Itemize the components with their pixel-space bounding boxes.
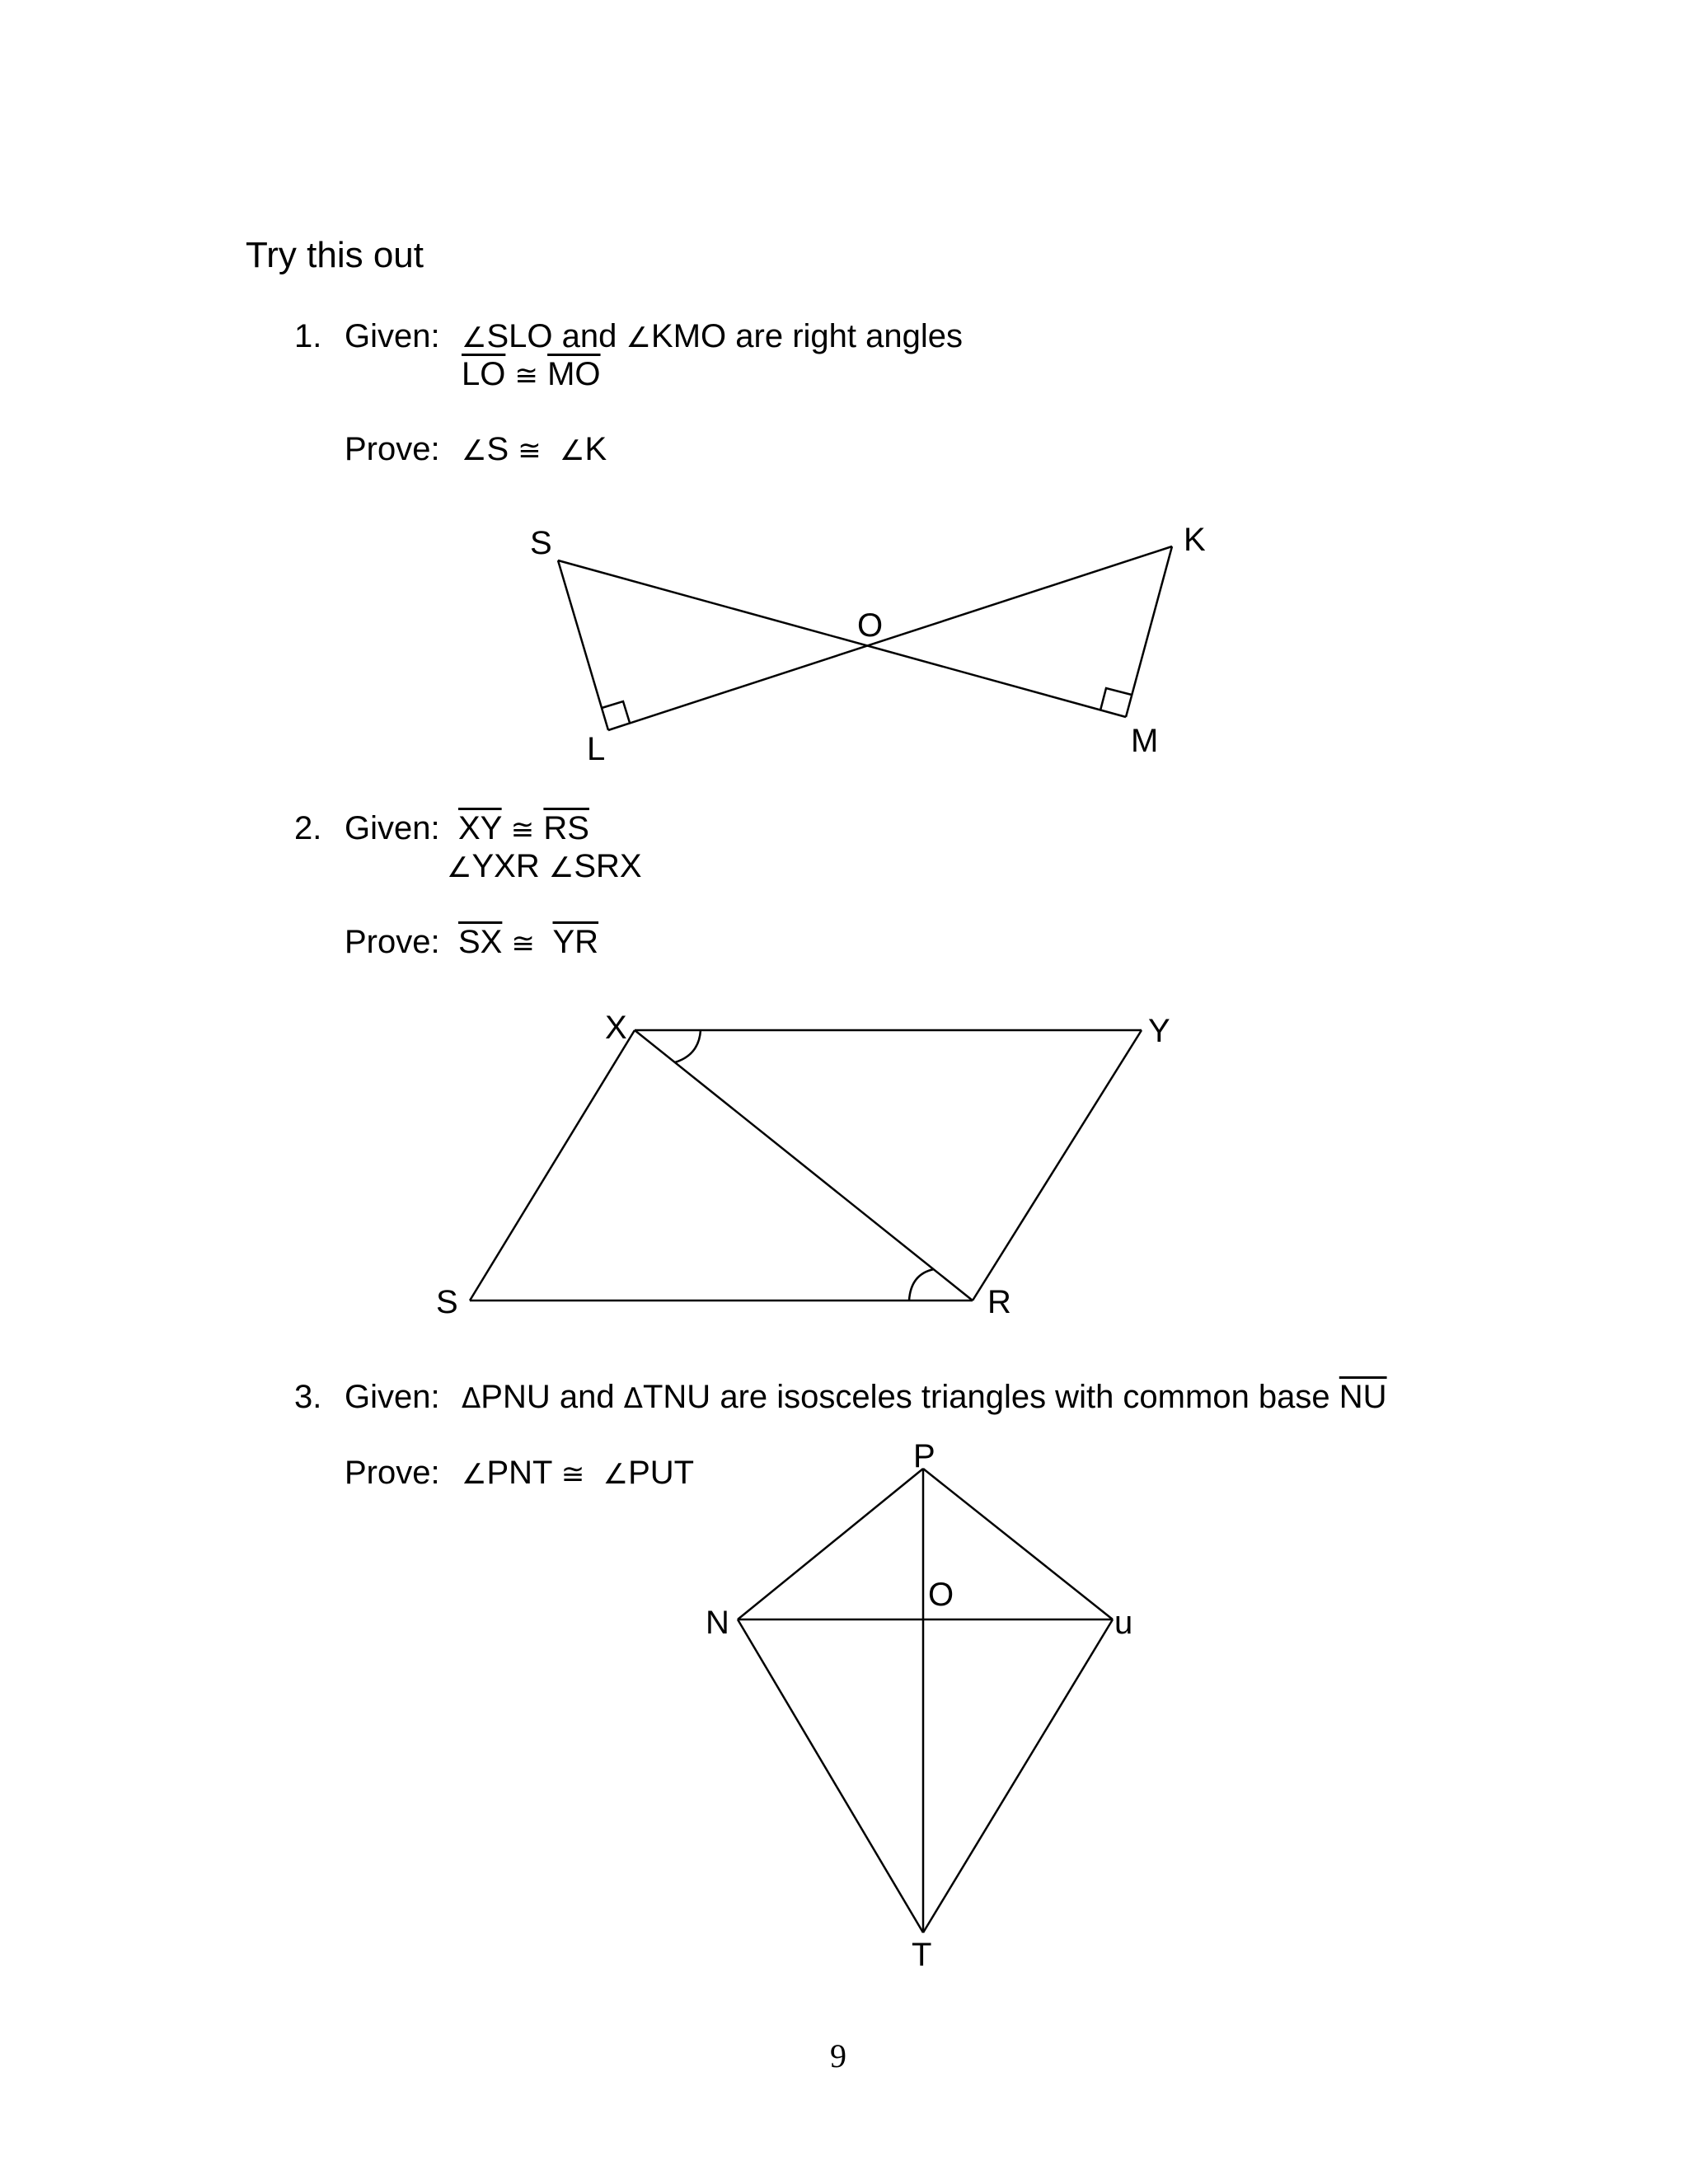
segment-k-m — [1126, 546, 1172, 717]
triangle-symbol: Δ — [462, 1382, 481, 1415]
congruent-symbol: ≅ — [511, 927, 535, 960]
vertex-label-s: S — [530, 525, 552, 561]
segment-n-t — [738, 1619, 923, 1933]
angle-symbol: ∠ — [560, 434, 585, 467]
vertex-label-s: S — [436, 1284, 458, 1320]
angle-symbol: ∠ — [462, 321, 487, 354]
problem-2-number: 2. — [294, 810, 322, 846]
angle-symbol: ∠ — [447, 851, 472, 884]
angle-s: S — [486, 431, 509, 467]
segment-mo: $\overline{MO}$ — [547, 356, 601, 392]
vertex-label-m: M — [1131, 723, 1159, 759]
problem-3-prove-label: Prove: — [345, 1455, 440, 1491]
segment-y-r — [973, 1030, 1142, 1301]
segment-lo: $\overline{LO}$ — [462, 356, 506, 392]
figure-2-parallelogram — [470, 1030, 1142, 1301]
problem-2-prove-label: Prove: — [345, 924, 440, 960]
angle-pnt: PNT — [486, 1455, 552, 1491]
vertex-label-l: L — [587, 731, 606, 767]
right-angle-marker-m — [1100, 688, 1132, 710]
vertex-label-y: Y — [1148, 1013, 1170, 1049]
given-tail: are right angles — [735, 318, 963, 354]
problem-3-number: 3. — [294, 1379, 322, 1415]
vertex-label-p: P — [913, 1438, 935, 1474]
congruent-symbol: ≅ — [518, 434, 542, 467]
conjunction: and — [559, 1379, 615, 1415]
segment-rs: $\overline{RS}$ — [543, 810, 589, 846]
figure-3-kite — [738, 1469, 1113, 1933]
page-number: 9 — [830, 2037, 846, 2074]
angle-slo: SLO — [486, 318, 553, 354]
angle-put: PUT — [628, 1455, 695, 1491]
vertex-label-r: R — [987, 1284, 1011, 1320]
angle-k: K — [584, 431, 607, 467]
angle-srx: SRX — [574, 848, 642, 884]
segment-sx: $\overline{SX}$ — [458, 924, 503, 960]
vertex-label-x: X — [605, 1010, 627, 1046]
angle-yxr: YXR — [471, 848, 540, 884]
vertex-label-u: u — [1114, 1605, 1133, 1641]
page-heading: Try this out — [246, 235, 424, 275]
angle-symbol: ∠ — [548, 851, 574, 884]
angle-symbol: ∠ — [626, 321, 652, 354]
vertex-label-o: O — [857, 607, 884, 644]
triangle-pnu: PNU — [481, 1379, 551, 1415]
angle-arc-yxr — [675, 1030, 701, 1062]
segment-xy: $\overline{XY}$ — [458, 810, 502, 846]
given-tail: are isosceles triangles with common base — [720, 1379, 1330, 1415]
angle-symbol: ∠ — [462, 1458, 487, 1491]
congruent-symbol: ≅ — [510, 813, 535, 846]
segment-s-l — [558, 560, 608, 730]
angle-symbol: ∠ — [603, 1458, 629, 1491]
segment-u-t — [923, 1619, 1113, 1933]
triangle-symbol: Δ — [623, 1382, 643, 1415]
diagonal-x-r — [635, 1030, 973, 1301]
segment-s-x — [470, 1030, 635, 1301]
segment-yr: $\overline{YR}$ — [552, 924, 599, 960]
problem-1-number: 1. — [294, 318, 322, 354]
vertex-label-t: T — [912, 1937, 932, 1973]
segment-p-n — [738, 1469, 923, 1619]
congruent-symbol: ≅ — [514, 359, 538, 392]
vertex-label-n: N — [706, 1605, 729, 1641]
vertex-label-k: K — [1184, 522, 1206, 558]
problem-2-given-label: Given: — [345, 810, 440, 846]
problem-3-given-label: Given: — [345, 1379, 440, 1415]
problem-1-given-label: Given: — [345, 318, 440, 354]
segment-l-k — [608, 546, 1172, 730]
congruent-symbol: ≅ — [560, 1458, 585, 1491]
angle-arc-srx — [909, 1269, 934, 1301]
angle-symbol: ∠ — [462, 434, 487, 467]
segment-m-s — [558, 560, 1126, 717]
triangle-tnu: TNU — [642, 1379, 711, 1415]
vertex-label-o: O — [928, 1577, 954, 1613]
segment-nu: $\overline{NU}$ — [1339, 1379, 1387, 1415]
conjunction: and — [561, 318, 617, 354]
problem-1-prove-label: Prove: — [345, 431, 440, 467]
angle-kmo: KMO — [651, 318, 727, 354]
